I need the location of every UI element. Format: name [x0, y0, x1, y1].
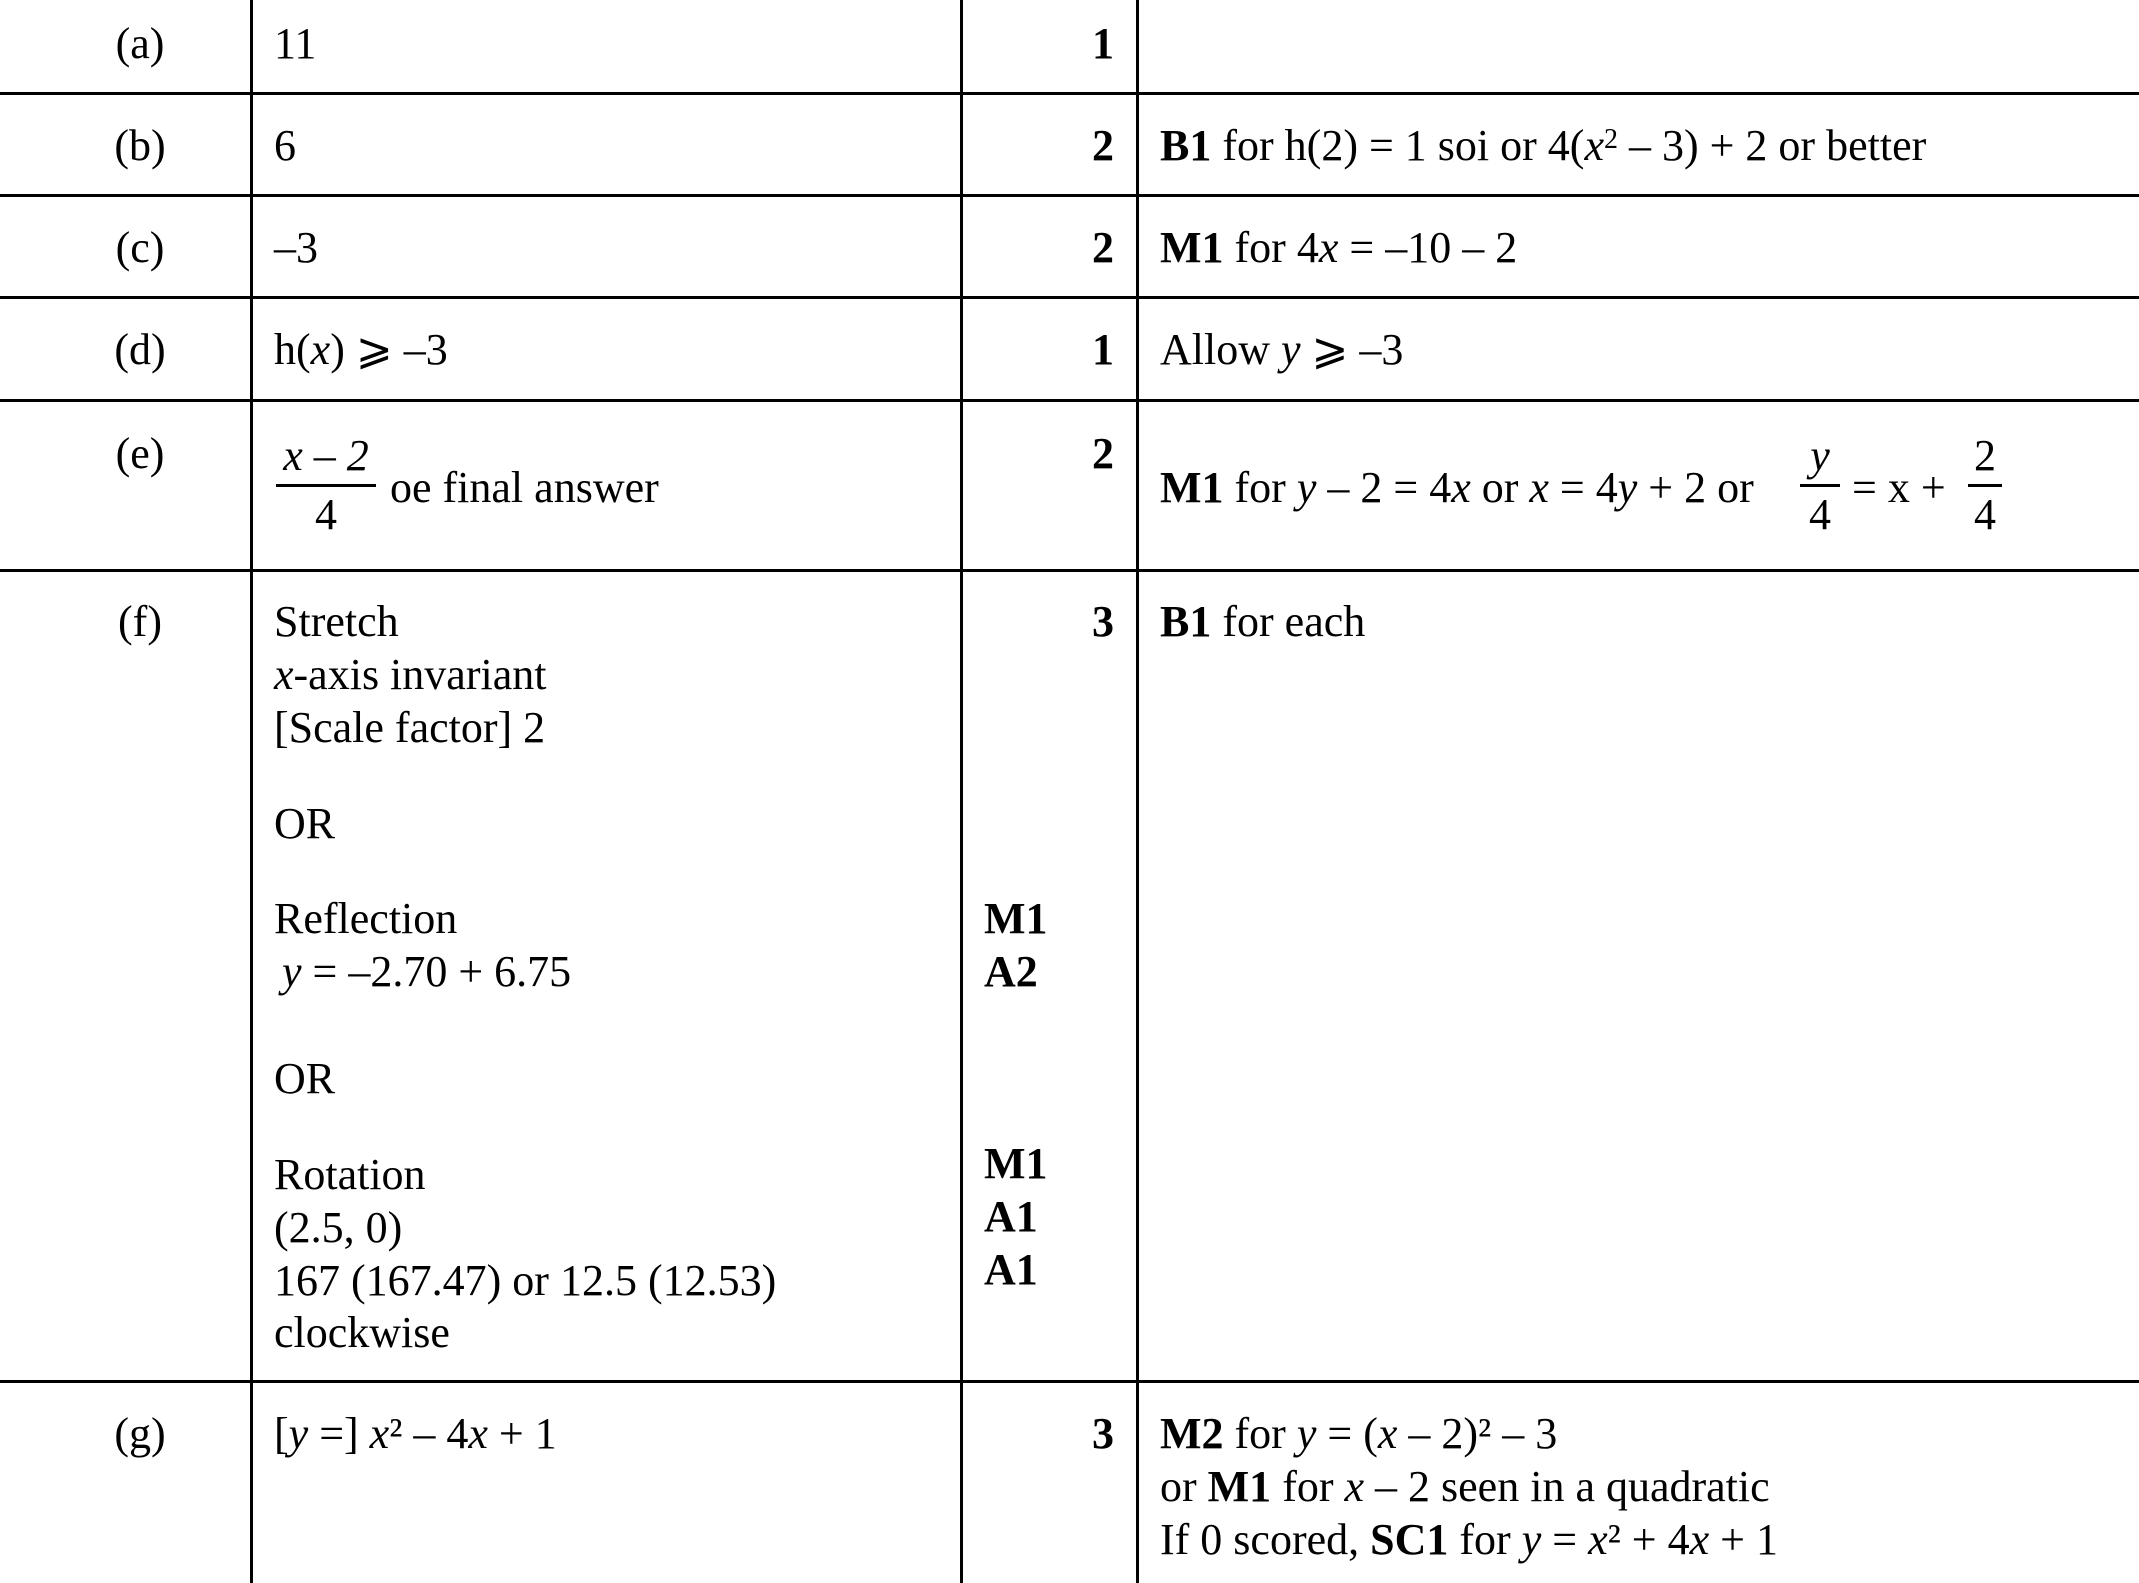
- guidance-cell: M1 for y – 2 = 4x or x = 4y + 2 or: [1160, 463, 1754, 512]
- sub-mark: M1: [984, 894, 1048, 943]
- part-label: (b): [114, 121, 166, 170]
- row-divider: [0, 92, 2139, 95]
- part-label: (e): [115, 429, 165, 478]
- answer-suffix: oe final answer: [390, 463, 659, 512]
- answer-cell: h(x) ⩾ –3: [274, 325, 448, 374]
- marks-cell: 2: [1092, 121, 1114, 170]
- part-label: (d): [114, 325, 166, 374]
- answer-line: [Scale factor] 2: [274, 703, 546, 752]
- guidance-cell: Allow y ⩾ –3: [1160, 325, 1404, 374]
- answer-line: clockwise: [274, 1308, 450, 1357]
- answer-line: Rotation: [274, 1150, 426, 1199]
- column-divider: [960, 0, 963, 1583]
- row-divider: [0, 569, 2139, 572]
- answer-line: (2.5, 0): [274, 1203, 403, 1252]
- answer-cell: 11: [274, 19, 317, 68]
- sub-mark: A1: [984, 1192, 1038, 1241]
- part-label: (g): [114, 1409, 166, 1458]
- answer-line: OR: [274, 1054, 336, 1103]
- answer-cell: –3: [274, 223, 318, 272]
- part-label: (a): [115, 19, 165, 68]
- answer-fraction: x – 2 4: [276, 430, 376, 541]
- guidance-mid: = x +: [1852, 463, 1946, 512]
- answer-cell: 6: [274, 121, 296, 170]
- row-divider: [0, 1380, 2139, 1383]
- guidance-cell: B1 for h(2) = 1 soi or $4(x^2 - 3) + 2$ or better: [1160, 121, 1927, 170]
- guidance-line: If 0 scored, SC1 for y = x² + 4x + 1: [1160, 1515, 1778, 1564]
- answer-line: Stretch: [274, 597, 399, 646]
- marks-cell: 2: [1092, 223, 1114, 272]
- part-label: (f): [118, 597, 162, 646]
- sub-mark: M1: [984, 1139, 1048, 1188]
- row-divider: [0, 194, 2139, 197]
- guidance-cell: M1 for 4x = –10 – 2: [1160, 223, 1518, 272]
- row-divider: [0, 399, 2139, 402]
- guidance-line: M2 for y = (x – 2)² – 3: [1160, 1409, 1558, 1458]
- sub-mark: A2: [984, 947, 1038, 996]
- answer-line: Reflection: [274, 894, 458, 943]
- part-label: (c): [115, 223, 165, 272]
- answer-line: OR: [274, 799, 336, 848]
- answer-cell: [y =] x² – 4x + 1: [274, 1409, 557, 1458]
- answer-line: 167 (167.47) or 12.5 (12.53): [274, 1256, 777, 1305]
- marks-cell: 3: [1092, 1409, 1114, 1458]
- guidance-fraction: 2 4: [1968, 430, 2002, 541]
- marks-cell: 2: [1092, 429, 1114, 478]
- answer-line: x-axis invariant: [274, 650, 547, 699]
- answer-line: y = –2.70 + 6.75: [282, 947, 572, 996]
- sub-mark: A1: [984, 1245, 1038, 1294]
- guidance-fraction: y 4: [1800, 430, 1840, 541]
- row-divider: [0, 296, 2139, 299]
- guidance-cell: B1 for each: [1160, 597, 1366, 646]
- guidance-line: or M1 for x – 2 seen in a quadratic: [1160, 1462, 1770, 1511]
- marks-cell: 1: [1092, 19, 1114, 68]
- marks-cell: 3: [1092, 597, 1114, 646]
- column-divider: [1136, 0, 1139, 1583]
- marks-cell: 1: [1092, 325, 1114, 374]
